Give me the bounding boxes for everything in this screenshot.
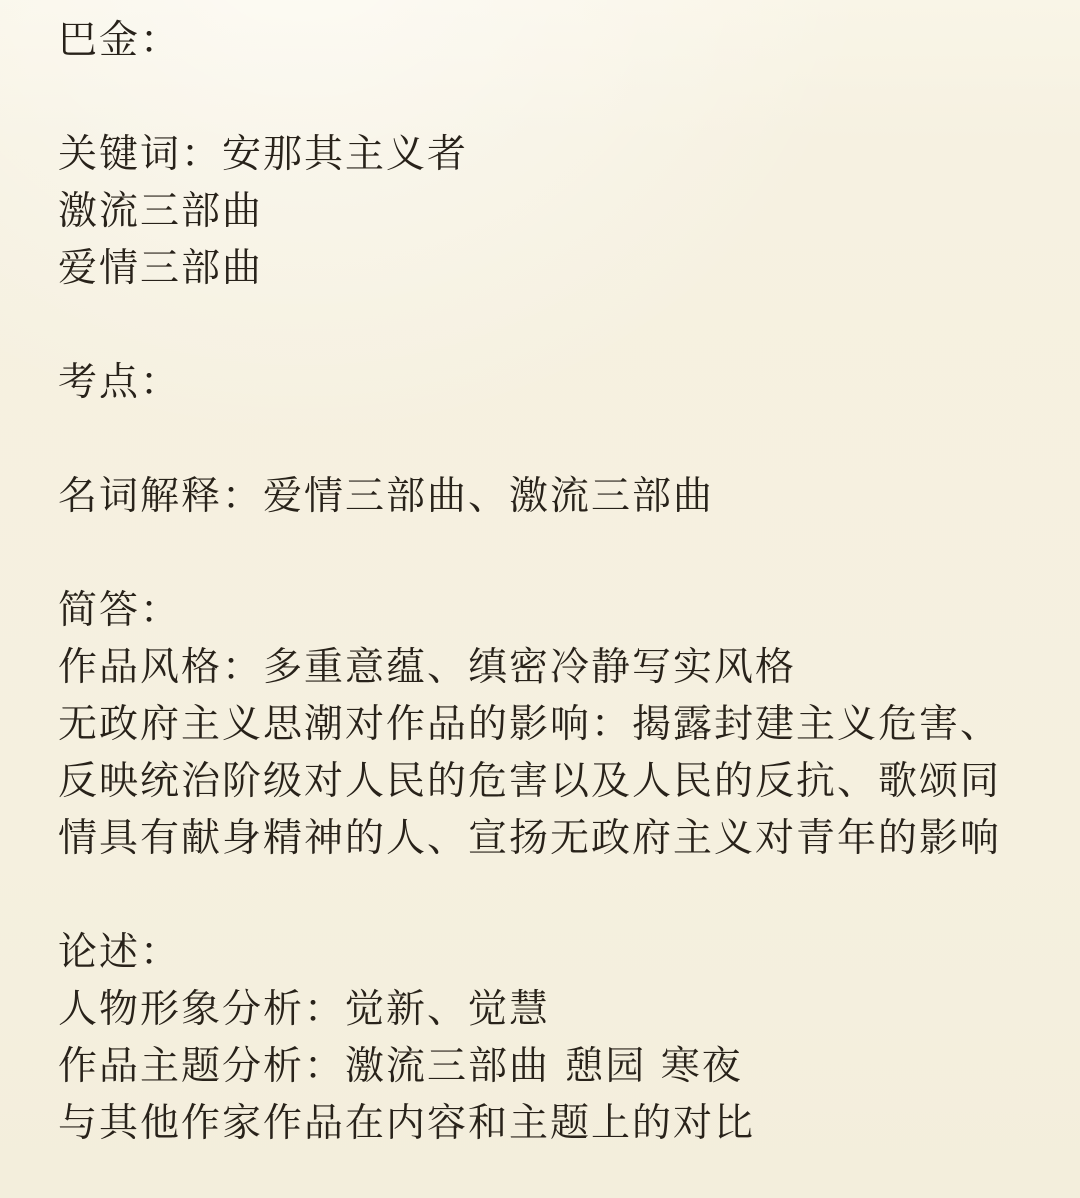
short-answer-line: 无政府主义思潮对作品的影响：揭露封建主义危害、 bbox=[58, 702, 1002, 747]
line-gap bbox=[58, 525, 1050, 582]
short-answer-line: 情具有献身精神的人、宣扬无政府主义对青年的影响 bbox=[58, 816, 1002, 861]
short-answer-line: 作品风格：多重意蕴、缜密冷静写实风格 bbox=[58, 645, 797, 690]
noun-explanation-line: 名词解释：爱情三部曲、激流三部曲 bbox=[58, 474, 715, 519]
line-gap bbox=[58, 297, 1050, 354]
author-heading: 巴金： bbox=[58, 18, 182, 63]
essay-line: 人物形象分析：觉新、觉慧 bbox=[58, 987, 551, 1032]
line-gap bbox=[58, 867, 1050, 924]
exam-points-heading: 考点： bbox=[58, 360, 182, 405]
keywords-heading-line: 关键词：安那其主义者 bbox=[58, 132, 469, 177]
essay-line: 作品主题分析：激流三部曲 憩园 寒夜 bbox=[58, 1044, 743, 1089]
essay-heading: 论述： bbox=[58, 930, 182, 975]
essay-line: 与其他作家作品在内容和主题上的对比 bbox=[58, 1101, 756, 1146]
keywords-item: 激流三部曲 bbox=[58, 189, 264, 234]
keywords-item: 爱情三部曲 bbox=[58, 246, 264, 291]
short-answer-line: 反映统治阶级对人民的危害以及人民的反抗、歌颂同 bbox=[58, 759, 1002, 804]
line-gap bbox=[58, 411, 1050, 468]
short-answer-heading: 简答： bbox=[58, 588, 182, 633]
line-gap bbox=[58, 69, 1050, 126]
